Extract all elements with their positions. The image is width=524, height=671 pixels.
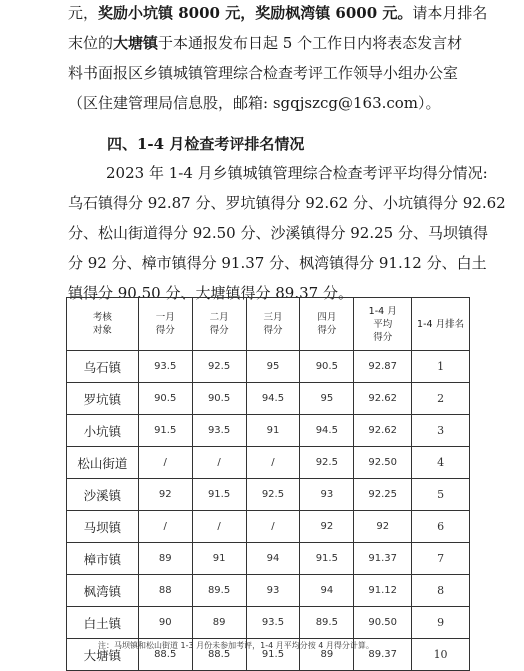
rank-cell: 7 [412, 543, 470, 575]
score-cell: 91.5 [138, 415, 192, 447]
table-row [67, 607, 470, 639]
table-row [67, 511, 470, 543]
table-row [67, 351, 470, 383]
score-cell: 92.62 [354, 415, 412, 447]
score-cell: 94 [246, 543, 300, 575]
text-segment: 元， [68, 4, 99, 22]
table-footnote: 注：马坝镇和松山街道 1-3 月份未参加考评，1-4 月平均分按 4 月得分计算。 [98, 641, 374, 650]
rank-cell: 1 [412, 351, 470, 383]
ranking-table [66, 297, 470, 671]
town-name-cell: 小坑镇 [67, 415, 139, 447]
score-cell: 88.5 [138, 639, 192, 671]
text-segment: 请本月排名 [412, 4, 488, 22]
score-cell: 91 [192, 543, 246, 575]
header-cell: 三月 得分 [246, 298, 300, 351]
rank-cell: 10 [412, 639, 470, 671]
score-cell: 92.5 [300, 447, 354, 479]
score-cell: / [192, 447, 246, 479]
table-row [67, 543, 470, 575]
town-name-cell: 罗坑镇 [67, 383, 139, 415]
paragraph-line: （区住建管理局信息股，邮箱: sgqjszcg@163.com）。 [68, 94, 441, 112]
score-cell: 92.5 [192, 351, 246, 383]
score-cell: 92.5 [246, 479, 300, 511]
score-cell: 91.5 [192, 479, 246, 511]
header-cell: 一月 得分 [138, 298, 192, 351]
table-row [67, 383, 470, 415]
score-cell: 89 [300, 639, 354, 671]
rank-cell: 6 [412, 511, 470, 543]
header-cell: 1-4 月 平均 得分 [354, 298, 412, 351]
score-cell: 93.5 [246, 607, 300, 639]
score-cell: / [246, 511, 300, 543]
score-cell: 90.50 [354, 607, 412, 639]
table-row [67, 479, 470, 511]
table-row [67, 415, 470, 447]
rank-cell: 4 [412, 447, 470, 479]
town-name-cell: 大塘镇 [67, 639, 139, 671]
score-cell: / [138, 511, 192, 543]
score-cell: 94 [300, 575, 354, 607]
score-cell: / [138, 447, 192, 479]
score-cell: / [192, 511, 246, 543]
score-cell: 89.37 [354, 639, 412, 671]
score-cell: 88.5 [192, 639, 246, 671]
score-cell: 94.5 [246, 383, 300, 415]
bold-segment: 奖励小坑镇 8000 元，奖励枫湾镇 6000 元。 [98, 4, 413, 22]
score-cell: 92 [138, 479, 192, 511]
score-cell: 89 [138, 543, 192, 575]
table-header-row [67, 298, 470, 351]
text-segment: 于本通报发布日起 5 个工作日内将表态发言材 [158, 34, 463, 52]
paragraph-line [68, 0, 488, 28]
header-cell: 考核 对象 [67, 298, 139, 351]
score-cell: 89.5 [192, 575, 246, 607]
score-cell: 92 [300, 511, 354, 543]
score-cell: 92 [354, 511, 412, 543]
score-cell: 92.87 [354, 351, 412, 383]
town-name-cell: 乌石镇 [67, 351, 139, 383]
score-cell: 91 [246, 415, 300, 447]
score-cell: 91.12 [354, 575, 412, 607]
score-cell: 91.37 [354, 543, 412, 575]
bold-segment: 大塘镇 [113, 34, 159, 52]
ranking-paragraph [68, 158, 506, 308]
paragraph-line: 分 92 分、樟市镇得分 91.37 分、枫湾镇得分 91.12 分、白土 [68, 254, 487, 272]
table-row [67, 575, 470, 607]
town-name-cell: 松山街道 [67, 447, 139, 479]
table-row [67, 447, 470, 479]
score-cell: 93 [246, 575, 300, 607]
rank-cell: 2 [412, 383, 470, 415]
rank-cell: 3 [412, 415, 470, 447]
score-cell: 91.5 [300, 543, 354, 575]
score-cell: 90.5 [300, 351, 354, 383]
header-cell: 1-4 月排名 [412, 298, 470, 351]
rank-cell: 8 [412, 575, 470, 607]
rank-cell: 9 [412, 607, 470, 639]
score-cell: 90.5 [192, 383, 246, 415]
score-cell: 95 [300, 383, 354, 415]
score-cell: 91.5 [246, 639, 300, 671]
header-cell: 二月 得分 [192, 298, 246, 351]
notice-paragraph [68, 0, 488, 118]
score-cell: 89 [192, 607, 246, 639]
town-name-cell: 樟市镇 [67, 543, 139, 575]
paragraph-line: 料书面报区乡镇城镇管理综合检查考评工作领导小组办公室 [68, 64, 459, 82]
paragraph-line: 分、松山街道得分 92.50 分、沙溪镇得分 92.25 分、马坝镇得 [68, 224, 488, 242]
score-cell: 95 [246, 351, 300, 383]
section-heading: 四、1-4 月检查考评排名情况 [107, 135, 305, 153]
score-cell: 89.5 [300, 607, 354, 639]
town-name-cell: 马坝镇 [67, 511, 139, 543]
score-cell: 92.62 [354, 383, 412, 415]
score-cell: 94.5 [300, 415, 354, 447]
score-cell: 90 [138, 607, 192, 639]
score-cell: 90.5 [138, 383, 192, 415]
paragraph-line: 2023 年 1-4 月乡镇城镇管理综合检查考评平均得分情况: [106, 164, 488, 182]
score-cell: 93.5 [138, 351, 192, 383]
paragraph-line: 乌石镇得分 92.87 分、罗坑镇得分 92.62 分、小坑镇得分 92.62 [68, 194, 506, 212]
score-cell: / [246, 447, 300, 479]
score-cell: 93 [300, 479, 354, 511]
rank-cell: 5 [412, 479, 470, 511]
score-cell: 92.25 [354, 479, 412, 511]
score-cell: 88 [138, 575, 192, 607]
header-cell: 四月 得分 [300, 298, 354, 351]
town-name-cell: 白土镇 [67, 607, 139, 639]
paragraph-line: 镇得分 90.50 分、大塘镇得分 89.37 分。 [68, 284, 353, 302]
score-cell: 93.5 [192, 415, 246, 447]
text-segment: 末位的 [68, 34, 114, 52]
town-name-cell: 沙溪镇 [67, 479, 139, 511]
score-cell: 92.50 [354, 447, 412, 479]
paragraph-line [68, 28, 468, 58]
town-name-cell: 枫湾镇 [67, 575, 139, 607]
